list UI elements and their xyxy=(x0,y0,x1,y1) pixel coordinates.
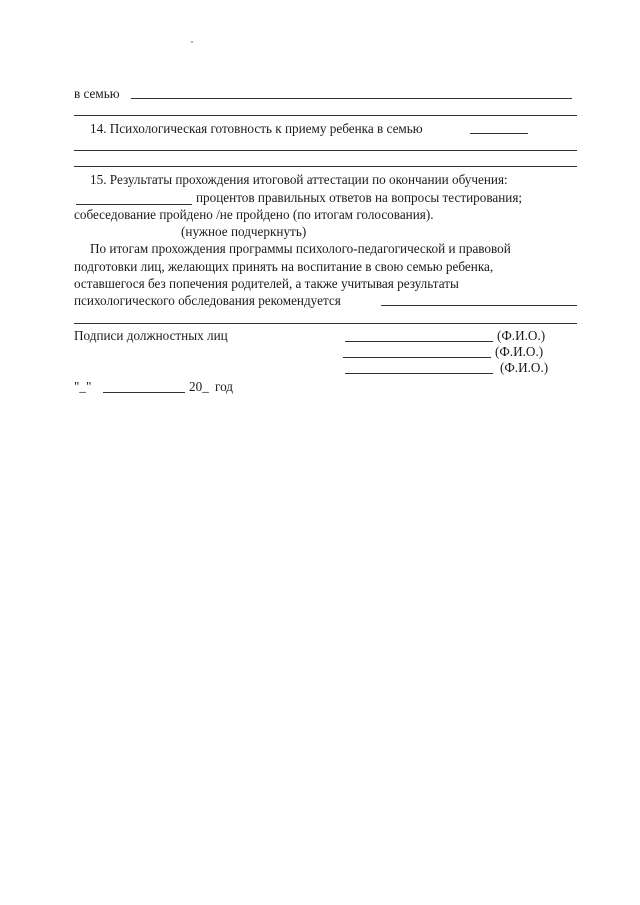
scan-speck xyxy=(191,41,193,43)
item15-line3: собеседование пройдено /не пройдено (по итогам голосования). xyxy=(74,207,434,222)
conclusion-line4: психологического обследования рекомендуется xyxy=(74,293,341,308)
date-day: "_" xyxy=(74,379,92,394)
conclusion-line3: оставшегося без попечения родителей, а также учитывая результаты xyxy=(74,276,459,291)
signature-line-2 xyxy=(343,357,491,358)
signature-line-3 xyxy=(345,373,493,374)
item15-percent-line xyxy=(76,204,192,205)
item14-text: 14. Психологическая готовность к приему ребенка в семью xyxy=(90,121,423,136)
date-year-suffix: год xyxy=(215,379,234,394)
fio-label-3: (Ф.И.О.) xyxy=(500,360,549,375)
intro-label: в семью xyxy=(74,86,120,101)
recommendation-fill-line xyxy=(381,305,577,306)
blank-line-4 xyxy=(74,323,577,324)
blank-line-2 xyxy=(74,150,577,151)
item15-line2: процентов правильных ответов на вопросы тестирования; xyxy=(196,190,523,205)
signatures-label: Подписи должностных лиц xyxy=(74,328,228,343)
item15-line4: (нужное подчеркнуть) xyxy=(181,224,307,239)
blank-line-3 xyxy=(74,166,577,167)
date-month-line xyxy=(103,392,185,393)
fio-label-1: (Ф.И.О.) xyxy=(497,328,546,343)
intro-fill-line xyxy=(131,98,572,99)
blank-line-1 xyxy=(74,115,577,116)
conclusion-line2: подготовки лиц, желающих принять на воспитание в свою семью ребенка, xyxy=(74,259,494,274)
fio-label-2: (Ф.И.О.) xyxy=(495,344,544,359)
item15-line1: 15. Результаты прохождения итоговой аттестации по окончании обучения: xyxy=(90,172,508,187)
conclusion-line1: По итогам прохождения программы психолого-педагогической и правовой xyxy=(90,241,511,256)
item14-fill-line xyxy=(470,133,528,134)
date-year-prefix: 20_ xyxy=(189,379,209,394)
signature-line-1 xyxy=(345,341,493,342)
